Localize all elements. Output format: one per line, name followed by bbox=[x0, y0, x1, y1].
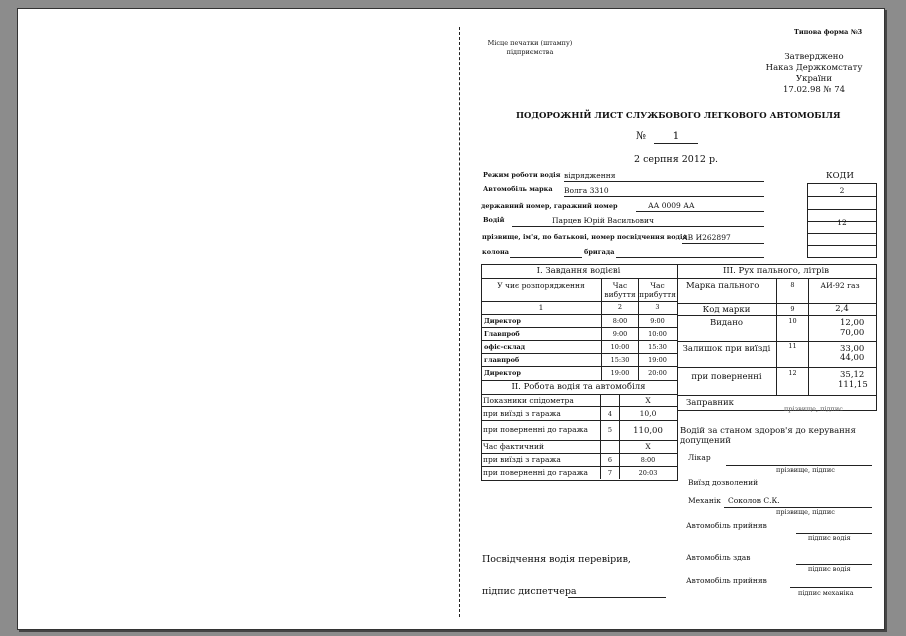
s1-row3-in: 15:30 bbox=[648, 343, 667, 351]
s1-row4-who: главпроб bbox=[484, 356, 520, 364]
car-label: Автомобіль марка bbox=[483, 185, 553, 193]
number-value: 1 bbox=[654, 131, 698, 144]
section1-title: І. Завдання водієві bbox=[536, 266, 621, 276]
s1-row1-in: 9:00 bbox=[650, 317, 665, 325]
car-handed-label: Автомобіль здав bbox=[686, 553, 751, 562]
s2-return2-value: 20:03 bbox=[638, 469, 658, 477]
s3-return-v2: 111,15 bbox=[838, 380, 868, 390]
car-accepted2-label: Автомобіль прийняв bbox=[686, 576, 767, 585]
s1-row2-in: 10:00 bbox=[648, 330, 667, 338]
s1-row3-who: офіс-склад bbox=[484, 343, 526, 351]
s1-row2-who: Главпроб bbox=[484, 330, 520, 338]
s2-return2: при поверненні до гаража bbox=[483, 468, 588, 477]
s3-remain-code: 11 bbox=[788, 342, 797, 350]
tear-line bbox=[459, 27, 460, 617]
s3-brand-code-value: 2,4 bbox=[835, 304, 849, 314]
s2-actual: Час фактичний bbox=[483, 442, 544, 451]
dispatcher-label: підпис диспетчера bbox=[482, 586, 577, 597]
s2-return-code: 5 bbox=[607, 426, 613, 434]
codes-header: КОДИ bbox=[826, 171, 854, 181]
convoy-label: колона bbox=[482, 248, 509, 256]
s1-num-1: 1 bbox=[538, 303, 544, 312]
s2-x2: Х bbox=[645, 442, 651, 451]
s1-num-3: 3 bbox=[655, 303, 660, 311]
approved-2: Наказ Держкомстату bbox=[765, 63, 863, 73]
doctor-sub: прізвище, підпис bbox=[776, 466, 835, 474]
approved-4: 17.02.98 № 74 bbox=[782, 85, 846, 95]
stamp-place: Місце печатки (штампу) підприємства bbox=[487, 39, 573, 56]
s1-row4-out: 15:30 bbox=[610, 356, 630, 364]
code-2: 2 bbox=[839, 186, 845, 195]
code-4: 12 bbox=[837, 218, 847, 227]
approved-3: України bbox=[795, 74, 832, 84]
work-mode-label: Режим роботи водія bbox=[483, 171, 561, 179]
section2-title: ІІ. Робота водія та автомобіля bbox=[511, 382, 646, 392]
work-mode-value: відрядження bbox=[564, 172, 764, 182]
document-page bbox=[17, 8, 885, 630]
s3-fuel-value: АИ-92 газ bbox=[820, 281, 860, 290]
car-accepted-sub: підпис водія bbox=[808, 534, 851, 542]
mechanic-sub: прізвище, підпис bbox=[776, 508, 835, 516]
s2-depart2-code: 6 bbox=[607, 456, 613, 464]
s1-row1-out: 8:00 bbox=[612, 317, 628, 325]
mechanic-label: Механік bbox=[688, 496, 721, 505]
s1-row5-who: Директор bbox=[484, 369, 521, 377]
approved-1: Затверджено bbox=[784, 52, 844, 62]
s2-return-value: 110,00 bbox=[633, 426, 663, 436]
license-label: прізвище, ім'я, по батькові, номер посвідчення водія bbox=[482, 233, 688, 241]
s1-row1-who: Директор bbox=[484, 317, 521, 325]
s1-col-who: У чиє розпорядження bbox=[497, 281, 585, 290]
s1-col-in: Час прибуття bbox=[639, 281, 676, 299]
plate-value: АА 0009 АА bbox=[636, 202, 764, 212]
s1-row4-in: 19:00 bbox=[648, 356, 667, 364]
s3-issued: Видано bbox=[710, 318, 743, 328]
brigade-label: бригада bbox=[584, 248, 615, 256]
number-label: № bbox=[636, 130, 646, 142]
document-title: ПОДОРОЖНІЙ ЛИСТ СЛУЖБОВОГО ЛЕГКОВОГО АВТОМОБІЛЯ bbox=[516, 111, 841, 121]
s3-fuel-brand: Марка пального bbox=[686, 281, 760, 291]
s2-x1: Х bbox=[645, 396, 651, 405]
s3-on-return: при поверненні bbox=[691, 372, 762, 382]
s3-issued-v2: 70,00 bbox=[840, 328, 865, 338]
s2-depart-value: 10,0 bbox=[639, 409, 657, 418]
s1-row3-out: 10:00 bbox=[610, 343, 630, 351]
doctor-label: Лікар bbox=[688, 453, 711, 462]
mechanic-name: Соколов С.К. bbox=[728, 496, 780, 505]
s3-issued-code: 10 bbox=[788, 317, 797, 325]
car-accepted2-sub: підпис механіка bbox=[798, 589, 854, 597]
s3-refueller-sub: прізвище, підпис bbox=[784, 405, 843, 413]
s1-row2-out: 9:00 bbox=[612, 330, 628, 338]
s2-depart: при виїзді з гаража bbox=[483, 409, 561, 418]
driver-label: Водій bbox=[483, 216, 505, 224]
license-checked: Посвідчення водія перевірив, bbox=[482, 554, 631, 565]
s1-row5-out: 19:00 bbox=[610, 369, 630, 377]
s2-return: при поверненні до гаража bbox=[483, 425, 588, 434]
document-date: 2 серпня 2012 р. bbox=[634, 154, 719, 165]
s2-depart-code: 4 bbox=[607, 410, 613, 418]
s3-return-code: 12 bbox=[788, 369, 797, 377]
s3-brand-code-num: 9 bbox=[790, 305, 795, 313]
plate-label: державний номер, гаражний номер bbox=[481, 202, 618, 210]
s1-row5-in: 20:00 bbox=[648, 369, 667, 377]
s3-return-v1: 35,12 bbox=[840, 370, 865, 380]
license-value: АВ И262897 bbox=[682, 234, 764, 244]
s3-brand-code-label: Код марки bbox=[702, 305, 751, 315]
s3-remain: Залишок при виїзді bbox=[682, 344, 771, 354]
s2-odometer: Показники спідометра bbox=[483, 396, 574, 405]
car-handed-sub: підпис водія bbox=[808, 565, 851, 573]
s3-remain-v1: 33,00 bbox=[840, 344, 865, 354]
s3-remain-v2: 44,00 bbox=[840, 353, 865, 363]
health-statement: Водій за станом здоров'я до керування допущений bbox=[680, 426, 856, 447]
allowed-label: Виїзд дозволений bbox=[688, 478, 759, 487]
s3-issued-v1: 12,00 bbox=[840, 318, 865, 328]
s1-col-out: Час вибуття bbox=[604, 281, 636, 299]
s1-num-2: 2 bbox=[617, 303, 623, 311]
driver-value: Парцев Юрій Васильович bbox=[512, 217, 764, 227]
s2-depart2-value: 8:00 bbox=[640, 456, 656, 464]
car-accepted-label: Автомобіль прийняв bbox=[686, 521, 767, 530]
s3-fuel-code: 8 bbox=[790, 281, 795, 289]
section3-title: ІІІ. Рух пального, літрів bbox=[723, 266, 829, 276]
s2-depart2: при виїзді з гаража bbox=[483, 455, 561, 464]
s2-return2-code: 7 bbox=[607, 469, 613, 477]
form-number: Типова форма №3 bbox=[794, 28, 863, 36]
car-value: Волга 3310 bbox=[564, 187, 764, 197]
s3-refueller: Заправник bbox=[686, 398, 734, 408]
